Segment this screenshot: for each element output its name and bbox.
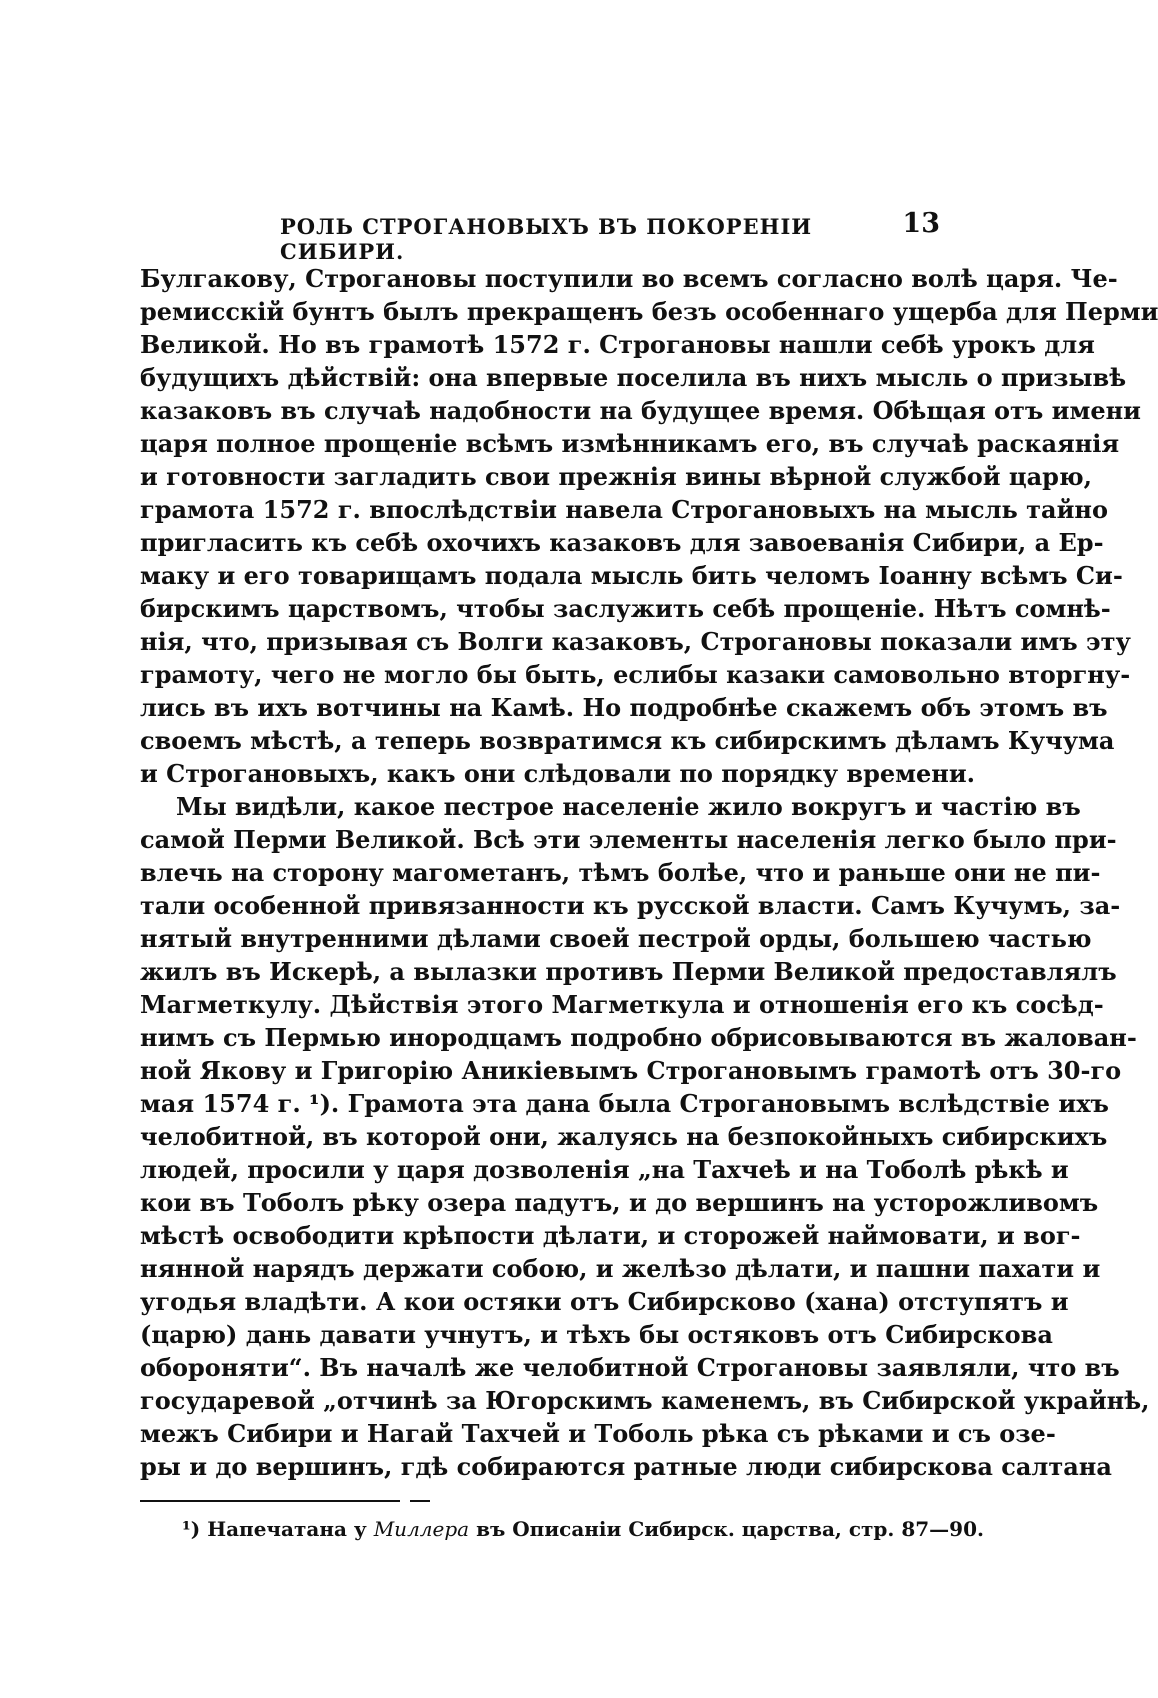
text-line: жилъ въ Искерѣ, а вылазки противъ Перми Великой предоставлялъ xyxy=(140,957,1117,986)
text-line: нятый внутренними дѣлами своей пестрой орды, большею частью xyxy=(140,924,1092,953)
footnote-divider xyxy=(140,1500,400,1502)
text-line: нянной нарядъ держати собою, и желѣзо дѣлати, и пашни пахати и xyxy=(140,1254,1101,1283)
footnote-text-after: въ Описаніи Сибирск. царства, стр. 87—90. xyxy=(476,1517,984,1541)
text-line: царя полное прощеніе всѣмъ измѣнникамъ его, въ случаѣ раскаянія xyxy=(140,429,1120,458)
text-line: челобитной, въ которой они, жалуясь на безпокойныхъ сибирскихъ xyxy=(140,1122,1108,1151)
text-line: кои въ Тоболъ рѣку озера падутъ, и до вершинъ на усторожливомъ xyxy=(140,1188,1099,1217)
text-line: грамоту, чего не могло бы быть, еслибы казаки самовольно вторгну- xyxy=(140,660,1131,689)
text-line: (царю) дань давати учнутъ, и тѣхъ бы остяковъ отъ Сибирскова xyxy=(140,1320,1053,1349)
text-line: своемъ мѣстѣ, а теперь возвратимся къ сибирскимъ дѣламъ Кучума xyxy=(140,726,1115,755)
text-line: ры и до вершинъ, гдѣ собираются ратные люди сибирскова салтана xyxy=(140,1452,1112,1481)
footnote-text-before: Напечатана у xyxy=(207,1517,367,1541)
text-line: будущихъ дѣйствій: она впервые поселила въ нихъ мысль о призывѣ xyxy=(140,363,1127,392)
text-line: нія, что, призывая съ Волги казаковъ, Строгановы показали имъ эту xyxy=(140,627,1131,656)
text-line: и готовности загладить свои прежнія вины вѣрной службой царю, xyxy=(140,462,1092,491)
text-line: Мы видѣли, какое пестрое населеніе жило вокругъ и частію въ xyxy=(176,792,1081,821)
text-line: и Строгановыхъ, какъ они слѣдовали по порядку времени. xyxy=(140,759,975,788)
text-line: лись въ ихъ вотчины на Камѣ. Но подробнѣе скажемъ объ этомъ въ xyxy=(140,693,1108,722)
text-line: мѣстѣ освободити крѣпости дѣлати, и сторожей наймовати, и вог- xyxy=(140,1221,1081,1250)
text-line: тали особенной привязанности къ русской власти. Самъ Кучумъ, за- xyxy=(140,891,1121,920)
text-line: Великой. Но въ грамотѣ 1572 г. Строгановы нашли себѣ урокъ для xyxy=(140,330,1095,359)
footnote-marker: ¹) xyxy=(182,1517,201,1541)
body-text xyxy=(140,262,1158,1483)
text-line: ремисскій бунтъ былъ прекращенъ безъ особеннаго ущерба для Перми xyxy=(140,297,1158,326)
text-line: казаковъ въ случаѣ надобности на будущее время. Обѣщая отъ имени xyxy=(140,396,1141,425)
page-number: 13 xyxy=(902,208,940,239)
text-line: маку и его товарищамъ подала мысль бить челомъ Іоанну всѣмъ Си- xyxy=(140,561,1123,590)
text-line: Магметкулу. Дѣйствія этого Магметкула и отношенія его къ сосѣд- xyxy=(140,990,1104,1019)
text-line: нимъ съ Пермью инородцамъ подробно обрисовываются въ жалован- xyxy=(140,1023,1137,1052)
text-line: влечь на сторону магометанъ, тѣмъ болѣе, что и раньше они не пи- xyxy=(140,858,1101,887)
text-line: мая 1574 г. ¹). Грамота эта дана была Строгановымъ вслѣдствіе ихъ xyxy=(140,1089,1109,1118)
footnote xyxy=(182,1517,984,1541)
footnote-author: Миллера xyxy=(373,1517,470,1541)
text-line: бирскимъ царствомъ, чтобы заслужить себѣ прощеніе. Нѣтъ сомнѣ- xyxy=(140,594,1111,623)
footnote-divider-dash xyxy=(410,1500,430,1502)
text-line: угодья владѣти. А кои остяки отъ Сибирсково (хана) отступятъ и xyxy=(140,1287,1069,1316)
text-line: государевой „отчинѣ за Югорскимъ каменемъ, въ Сибирской украйнѣ, xyxy=(140,1386,1150,1415)
text-line: самой Перми Великой. Всѣ эти элементы населенія легко было при- xyxy=(140,825,1117,854)
text-line: Булгакову, Строгановы поступили во всемъ согласно волѣ царя. Че- xyxy=(140,264,1118,293)
text-line: ной Якову и Григорію Аникіевымъ Строгановымъ грамотѣ отъ 30-го xyxy=(140,1056,1122,1085)
text-line: грамота 1572 г. впослѣдствіи навела Строгановыхъ на мысль тайно xyxy=(140,495,1108,524)
text-line: людей, просили у царя дозволенія „на Тахчеѣ и на Тоболѣ рѣкѣ и xyxy=(140,1155,1069,1184)
page-header xyxy=(140,204,940,264)
text-line: пригласить къ себѣ охочихъ казаковъ для завоеванія Сибири, а Ер- xyxy=(140,528,1104,557)
text-line: обороняти“. Въ началѣ же челобитной Строгановы заявляли, что въ xyxy=(140,1353,1120,1382)
running-title: РОЛЬ СТРОГАНОВЫХЪ ВЪ ПОКОРЕНIИ СИБИРИ. xyxy=(280,214,813,264)
text-line: межъ Сибири и Нагай Тахчей и Тоболь рѣка съ рѣками и съ озе- xyxy=(140,1419,1056,1448)
